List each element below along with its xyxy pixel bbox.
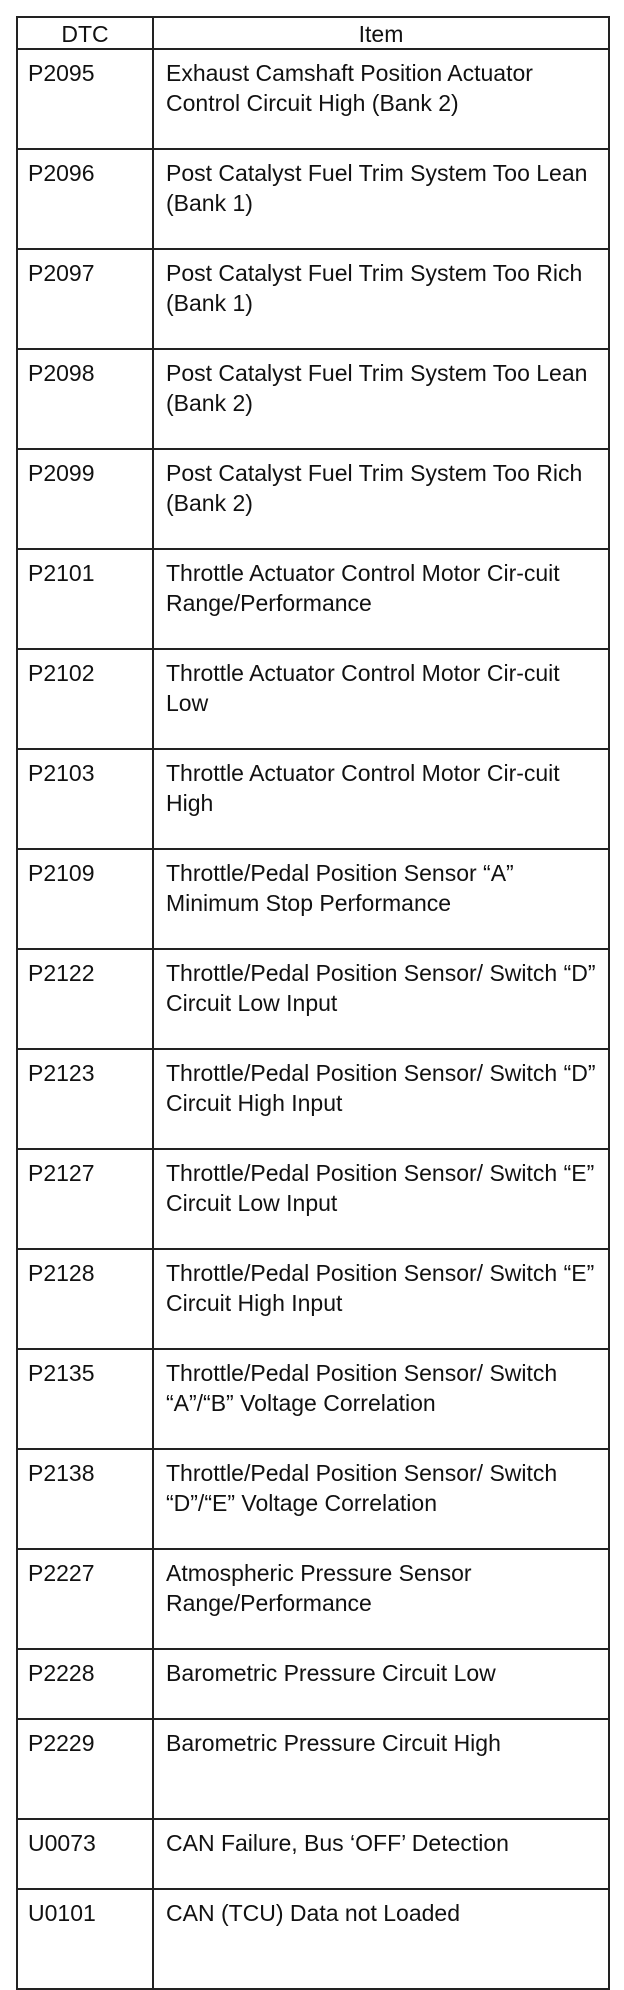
header-row [17, 17, 609, 49]
dtc-code-cell: P2109 [17, 849, 153, 949]
dtc-item-cell: Post Catalyst Fuel Trim System Too Lean (Bank 1) [153, 149, 609, 249]
dtc-code-cell: P2229 [17, 1719, 153, 1819]
table-row [17, 549, 609, 649]
dtc-item-cell: Atmospheric Pressure Sensor Range/Performance [153, 1549, 609, 1649]
dtc-code-cell: P2128 [17, 1249, 153, 1349]
table-row [17, 149, 609, 249]
table-row [17, 1649, 609, 1719]
table-row [17, 1889, 609, 1989]
table-row [17, 349, 609, 449]
dtc-item-cell: Exhaust Camshaft Position Actuator Control Circuit High (Bank 2) [153, 49, 609, 149]
header-item: Item [153, 17, 609, 49]
table-row [17, 949, 609, 1049]
dtc-item-cell: Throttle Actuator Control Motor Cir-cuit Low [153, 649, 609, 749]
dtc-code-cell: U0073 [17, 1819, 153, 1889]
dtc-item-cell: Barometric Pressure Circuit High [153, 1719, 609, 1819]
table-row [17, 1449, 609, 1549]
table-row [17, 749, 609, 849]
header-dtc: DTC [17, 17, 153, 49]
dtc-code-cell: P2095 [17, 49, 153, 149]
dtc-item-cell: Throttle/Pedal Position Sensor/ Switch “E” Circuit High Input [153, 1249, 609, 1349]
dtc-item-cell: Throttle/Pedal Position Sensor/ Switch “A”/“B” Voltage Correlation [153, 1349, 609, 1449]
dtc-item-cell: Throttle Actuator Control Motor Cir-cuit High [153, 749, 609, 849]
table-row [17, 1719, 609, 1819]
dtc-code-cell: P2135 [17, 1349, 153, 1449]
dtc-code-cell: P2228 [17, 1649, 153, 1719]
dtc-code-cell: P2227 [17, 1549, 153, 1649]
dtc-code-cell: P2103 [17, 749, 153, 849]
table-row [17, 1149, 609, 1249]
dtc-code-cell: P2102 [17, 649, 153, 749]
table-row [17, 1549, 609, 1649]
table-row [17, 249, 609, 349]
dtc-item-cell: Throttle/Pedal Position Sensor/ Switch “D”/“E” Voltage Correlation [153, 1449, 609, 1549]
dtc-code-cell: P2123 [17, 1049, 153, 1149]
table-row [17, 1049, 609, 1149]
dtc-item-cell: Throttle/Pedal Position Sensor/ Switch “E” Circuit Low Input [153, 1149, 609, 1249]
dtc-code-cell: P2101 [17, 549, 153, 649]
dtc-item-cell: Barometric Pressure Circuit Low [153, 1649, 609, 1719]
dtc-item-cell: Post Catalyst Fuel Trim System Too Lean (Bank 2) [153, 349, 609, 449]
dtc-code-cell: U0101 [17, 1889, 153, 1989]
dtc-item-cell: Throttle Actuator Control Motor Cir-cuit Range/Performance [153, 549, 609, 649]
table-row [17, 49, 609, 149]
dtc-item-cell: Throttle/Pedal Position Sensor/ Switch “D” Circuit High Input [153, 1049, 609, 1149]
dtc-item-cell: CAN Failure, Bus ‘OFF’ Detection [153, 1819, 609, 1889]
table-body [17, 49, 609, 1989]
dtc-item-cell: Throttle/Pedal Position Sensor/ Switch “D” Circuit Low Input [153, 949, 609, 1049]
dtc-code-cell: P2098 [17, 349, 153, 449]
table-row [17, 1249, 609, 1349]
table-row [17, 649, 609, 749]
dtc-item-cell: Post Catalyst Fuel Trim System Too Rich (Bank 1) [153, 249, 609, 349]
dtc-table [16, 16, 610, 1990]
dtc-code-cell: P2127 [17, 1149, 153, 1249]
dtc-item-cell: CAN (TCU) Data not Loaded [153, 1889, 609, 1989]
table-row [17, 1349, 609, 1449]
dtc-code-cell: P2097 [17, 249, 153, 349]
dtc-code-cell: P2099 [17, 449, 153, 549]
dtc-code-cell: P2138 [17, 1449, 153, 1549]
dtc-code-cell: P2122 [17, 949, 153, 1049]
dtc-item-cell: Post Catalyst Fuel Trim System Too Rich (Bank 2) [153, 449, 609, 549]
table-row [17, 1819, 609, 1889]
dtc-code-cell: P2096 [17, 149, 153, 249]
table-row [17, 449, 609, 549]
table-row [17, 849, 609, 949]
dtc-item-cell: Throttle/Pedal Position Sensor “A” Minimum Stop Performance [153, 849, 609, 949]
